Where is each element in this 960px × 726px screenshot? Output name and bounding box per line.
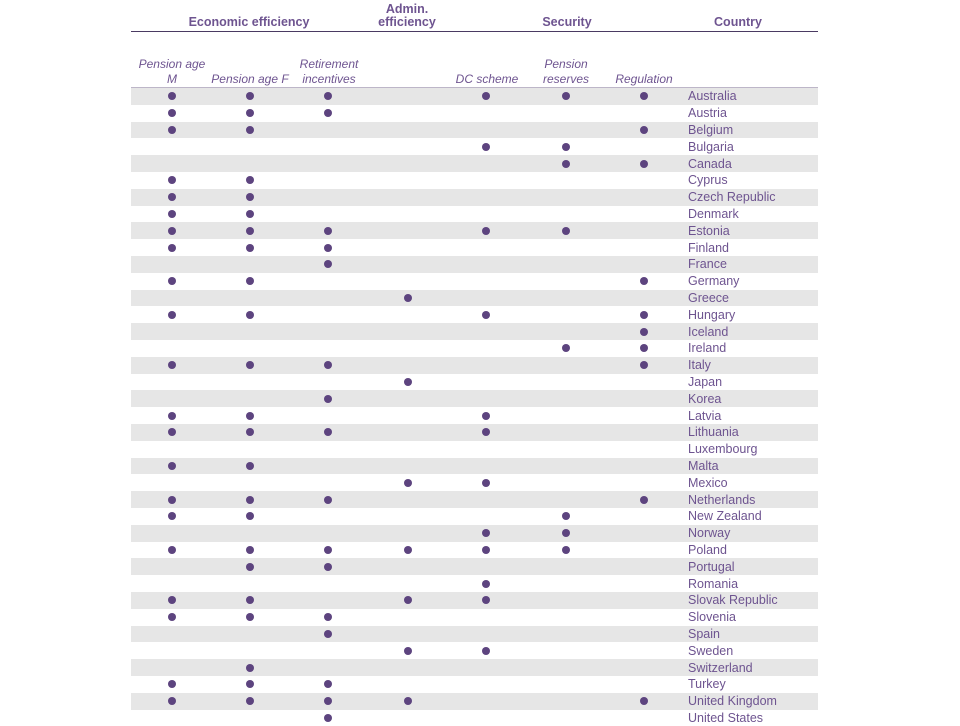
country-name: Austria [688,106,727,121]
bullet-dot-icon [168,193,176,201]
table-cell [398,290,418,307]
bullet-dot-icon [246,244,254,252]
bullet-dot-icon [246,412,254,420]
bullet-dot-icon [168,277,176,285]
table-cell [162,189,182,206]
table-cell [318,239,338,256]
table-row [131,256,818,273]
table-cell [162,676,182,693]
column-header-admin [369,50,447,87]
bullet-dot-icon [168,546,176,554]
bullet-dot-icon [482,580,490,588]
table-cell [240,458,260,475]
table-cell [162,592,182,609]
bullet-dot-icon [482,596,490,604]
bullet-dot-icon [324,630,332,638]
table-cell [556,138,576,155]
group-header-economic-efficiency: Economic efficiency [188,15,310,29]
country-name: United States [688,710,764,725]
table-cell [240,222,260,239]
table-row [131,542,818,559]
bullet-dot-icon [246,512,254,520]
table-cell [476,474,496,491]
country-name: United Kingdom [688,694,777,709]
bullet-dot-icon [246,277,254,285]
bullet-dot-icon [404,479,412,487]
table-cell [240,239,260,256]
bullet-dot-icon [640,328,648,336]
bullet-dot-icon [562,344,570,352]
bullet-dot-icon [640,361,648,369]
table-cell [634,306,654,323]
bullet-dot-icon [324,697,332,705]
bullet-dot-icon [168,697,176,705]
bullet-dot-icon [404,697,412,705]
table-cell [162,542,182,559]
bullet-dot-icon [168,210,176,218]
country-name: Italy [688,358,711,373]
table-cell [556,340,576,357]
table-cell [556,222,576,239]
table-row [131,138,818,155]
table-cell [476,642,496,659]
table-cell [318,676,338,693]
table-cell [240,357,260,374]
table-cell [240,491,260,508]
country-name: New Zealand [688,509,762,524]
table-cell [634,491,654,508]
bullet-dot-icon [246,697,254,705]
country-name: Canada [688,156,732,171]
table-row [131,474,818,491]
country-name: Norway [688,526,731,541]
table-row [131,609,818,626]
country-name: Netherlands [688,492,756,507]
bullet-dot-icon [404,647,412,655]
table-cell [240,407,260,424]
bullet-dot-icon [168,109,176,117]
bullet-dot-icon [640,697,648,705]
country-name: Luxembourg [688,442,758,457]
country-name: Belgium [688,122,734,137]
table-cell [556,88,576,105]
table-row [131,340,818,357]
bullet-dot-icon [246,176,254,184]
table-cell [240,508,260,525]
table-cell [476,306,496,323]
bullet-dot-icon [324,714,332,722]
country-name: Malta [688,458,719,473]
bullet-dot-icon [404,596,412,604]
table-cell [162,357,182,374]
table-cell [476,424,496,441]
country-name: Bulgaria [688,139,734,154]
table-row [131,390,818,407]
table-cell [162,306,182,323]
bullet-dot-icon [324,260,332,268]
country-name: Spain [688,626,720,641]
table-row [131,206,818,223]
table-cell [398,693,418,710]
bullet-dot-icon [482,92,490,100]
bullet-dot-icon [168,613,176,621]
table-cell [240,558,260,575]
column-header-pension-age-f: Pension age F [211,72,289,86]
table-cell [240,659,260,676]
country-name: Romania [688,576,739,591]
table-cell [240,693,260,710]
table-row [131,155,818,172]
table-row [131,357,818,374]
bullet-dot-icon [482,311,490,319]
table-cell [476,407,496,424]
table-cell [318,558,338,575]
table-cell [318,222,338,239]
country-name: Turkey [688,677,726,692]
bullet-dot-icon [168,176,176,184]
table-row [131,306,818,323]
bullet-dot-icon [482,143,490,151]
table-row [131,693,818,710]
bullet-dot-icon [562,160,570,168]
bullet-dot-icon [246,109,254,117]
country-name: Korea [688,391,722,406]
country-name: Germany [688,274,740,289]
bullet-dot-icon [246,462,254,470]
bullet-dot-icon [324,244,332,252]
bullet-dot-icon [324,680,332,688]
bullet-dot-icon [482,529,490,537]
table-row [131,172,818,189]
table-cell [240,542,260,559]
table-cell [240,676,260,693]
bullet-dot-icon [246,193,254,201]
table-row [131,592,818,609]
table-cell [240,592,260,609]
table-cell [162,105,182,122]
bullet-dot-icon [246,227,254,235]
table-cell [162,693,182,710]
bullet-dot-icon [168,311,176,319]
bullet-dot-icon [168,496,176,504]
bullet-dot-icon [168,361,176,369]
bullet-dot-icon [562,143,570,151]
bullet-dot-icon [246,126,254,134]
table-cell [240,105,260,122]
bullet-dot-icon [246,664,254,672]
group-header-admin-efficiency: Admin. efficiency [378,2,436,29]
table-row [131,626,818,643]
table-cell [634,155,654,172]
table-cell [476,542,496,559]
bullet-dot-icon [246,496,254,504]
bullet-dot-icon [246,680,254,688]
table-row [131,508,818,525]
country-name: Slovenia [688,610,736,625]
table-cell [476,88,496,105]
table-cell [476,222,496,239]
country-name: Switzerland [688,660,753,675]
table-cell [162,172,182,189]
bullet-dot-icon [562,529,570,537]
table-row [131,374,818,391]
bullet-dot-icon [168,680,176,688]
country-name: Sweden [688,643,734,658]
table-cell [240,172,260,189]
bullet-dot-icon [562,512,570,520]
group-header-country: Country [714,15,762,29]
table-cell [634,88,654,105]
bullet-dot-icon [404,546,412,554]
table-cell [318,491,338,508]
country-name: Portugal [688,559,735,574]
bullet-dot-icon [246,546,254,554]
table-row [131,710,818,726]
table-cell [318,710,338,726]
table-cell [398,592,418,609]
table-cell [634,357,654,374]
country-name: Denmark [688,206,739,221]
table-cell [398,542,418,559]
bullet-dot-icon [324,227,332,235]
bullet-dot-icon [404,378,412,386]
column-header-dc-scheme: DC scheme [455,72,519,86]
bullet-dot-icon [640,496,648,504]
bullet-dot-icon [562,546,570,554]
table-row [131,491,818,508]
bullet-dot-icon [168,412,176,420]
bullet-dot-icon [482,647,490,655]
bullet-dot-icon [640,277,648,285]
table-cell [476,575,496,592]
table-cell [476,525,496,542]
bullet-dot-icon [562,92,570,100]
bullet-dot-icon [246,563,254,571]
country-name: Poland [688,542,727,557]
table-cell [318,542,338,559]
bullet-dot-icon [482,428,490,436]
column-header-pension-age-m: Pension age M [138,57,206,86]
table-cell [398,642,418,659]
table-cell [318,105,338,122]
table-cell [162,206,182,223]
table-cell [162,508,182,525]
country-name: Ireland [688,341,727,356]
table-row [131,105,818,122]
group-header-row [131,0,818,32]
table-cell [162,273,182,290]
table-cell [240,273,260,290]
bullet-dot-icon [640,92,648,100]
bullet-dot-icon [324,395,332,403]
table-cell [634,273,654,290]
bullet-dot-icon [168,596,176,604]
table-row [131,659,818,676]
table-cell [398,374,418,391]
table-cell [318,609,338,626]
table-cell [162,424,182,441]
table-row [131,273,818,290]
table-cell [162,407,182,424]
table-cell [556,525,576,542]
table-cell [162,122,182,139]
table-cell [318,357,338,374]
table-cell [240,189,260,206]
bullet-dot-icon [324,92,332,100]
table-row [131,575,818,592]
bullet-dot-icon [482,546,490,554]
table-row [131,189,818,206]
bullet-dot-icon [168,92,176,100]
bullet-dot-icon [482,412,490,420]
table-cell [634,340,654,357]
bullet-dot-icon [324,428,332,436]
table-cell [240,306,260,323]
table-cell [476,592,496,609]
table-cell [556,542,576,559]
table-cell [240,122,260,139]
table-cell [318,390,338,407]
bullet-dot-icon [404,294,412,302]
bullet-dot-icon [246,428,254,436]
table-row [131,525,818,542]
table-cell [162,458,182,475]
bullet-dot-icon [324,546,332,554]
bullet-dot-icon [640,160,648,168]
bullet-dot-icon [168,512,176,520]
bullet-dot-icon [168,227,176,235]
bullet-dot-icon [168,244,176,252]
country-name: Hungary [688,307,736,322]
table-cell [162,222,182,239]
bullet-dot-icon [246,92,254,100]
bullet-dot-icon [246,361,254,369]
column-header-pension-reserves: Pension reserves [542,57,589,86]
bullet-dot-icon [324,496,332,504]
table-row [131,558,818,575]
table-cell [162,609,182,626]
table-cell [318,693,338,710]
table-row [131,642,818,659]
country-name: Cyprus [688,173,728,188]
table-cell [240,206,260,223]
bullet-dot-icon [324,361,332,369]
table-cell [634,122,654,139]
table-row [131,323,818,340]
table-cell [162,491,182,508]
column-header-regulation: Regulation [615,72,673,86]
table-row [131,441,818,458]
table-cell [556,155,576,172]
table-row [131,239,818,256]
bullet-dot-icon [482,479,490,487]
bullet-dot-icon [246,613,254,621]
table-row [131,122,818,139]
country-name: Finland [688,240,729,255]
table-cell [318,256,338,273]
table-cell [240,424,260,441]
country-name: Czech Republic [688,190,776,205]
table-row [131,407,818,424]
country-name: Estonia [688,223,730,238]
bullet-dot-icon [324,613,332,621]
table-cell [318,626,338,643]
bullet-dot-icon [246,311,254,319]
table-cell [240,609,260,626]
country-name: Lithuania [688,425,739,440]
table-row [131,290,818,307]
country-name: Slovak Republic [688,593,778,608]
country-name: Greece [688,290,729,305]
table-row [131,424,818,441]
bullet-dot-icon [168,126,176,134]
bullet-dot-icon [482,227,490,235]
bullet-dot-icon [324,563,332,571]
country-name: France [688,257,727,272]
table-cell [398,474,418,491]
bullet-dot-icon [168,462,176,470]
table-cell [318,88,338,105]
table-row [131,222,818,239]
table-row [131,676,818,693]
country-name: Australia [688,89,737,104]
bullet-dot-icon [640,126,648,134]
table-row [131,458,818,475]
table-cell [556,508,576,525]
bullet-dot-icon [246,210,254,218]
table-cell [476,138,496,155]
table-cell [240,88,260,105]
bullet-dot-icon [562,227,570,235]
column-header-retirement-incentives: Retirement incentives [299,57,359,86]
bullet-dot-icon [246,596,254,604]
bullet-dot-icon [640,344,648,352]
country-name: Latvia [688,408,722,423]
table-cell [162,88,182,105]
bullet-dot-icon [168,428,176,436]
bullet-dot-icon [324,109,332,117]
table-cell [318,424,338,441]
table-cell [634,323,654,340]
country-name: Japan [688,374,723,389]
country-name: Mexico [688,475,728,490]
country-name: Iceland [688,324,729,339]
table-cell [162,239,182,256]
bullet-dot-icon [640,311,648,319]
table-row [131,88,818,105]
table-cell [634,693,654,710]
group-header-security: Security [542,15,592,29]
